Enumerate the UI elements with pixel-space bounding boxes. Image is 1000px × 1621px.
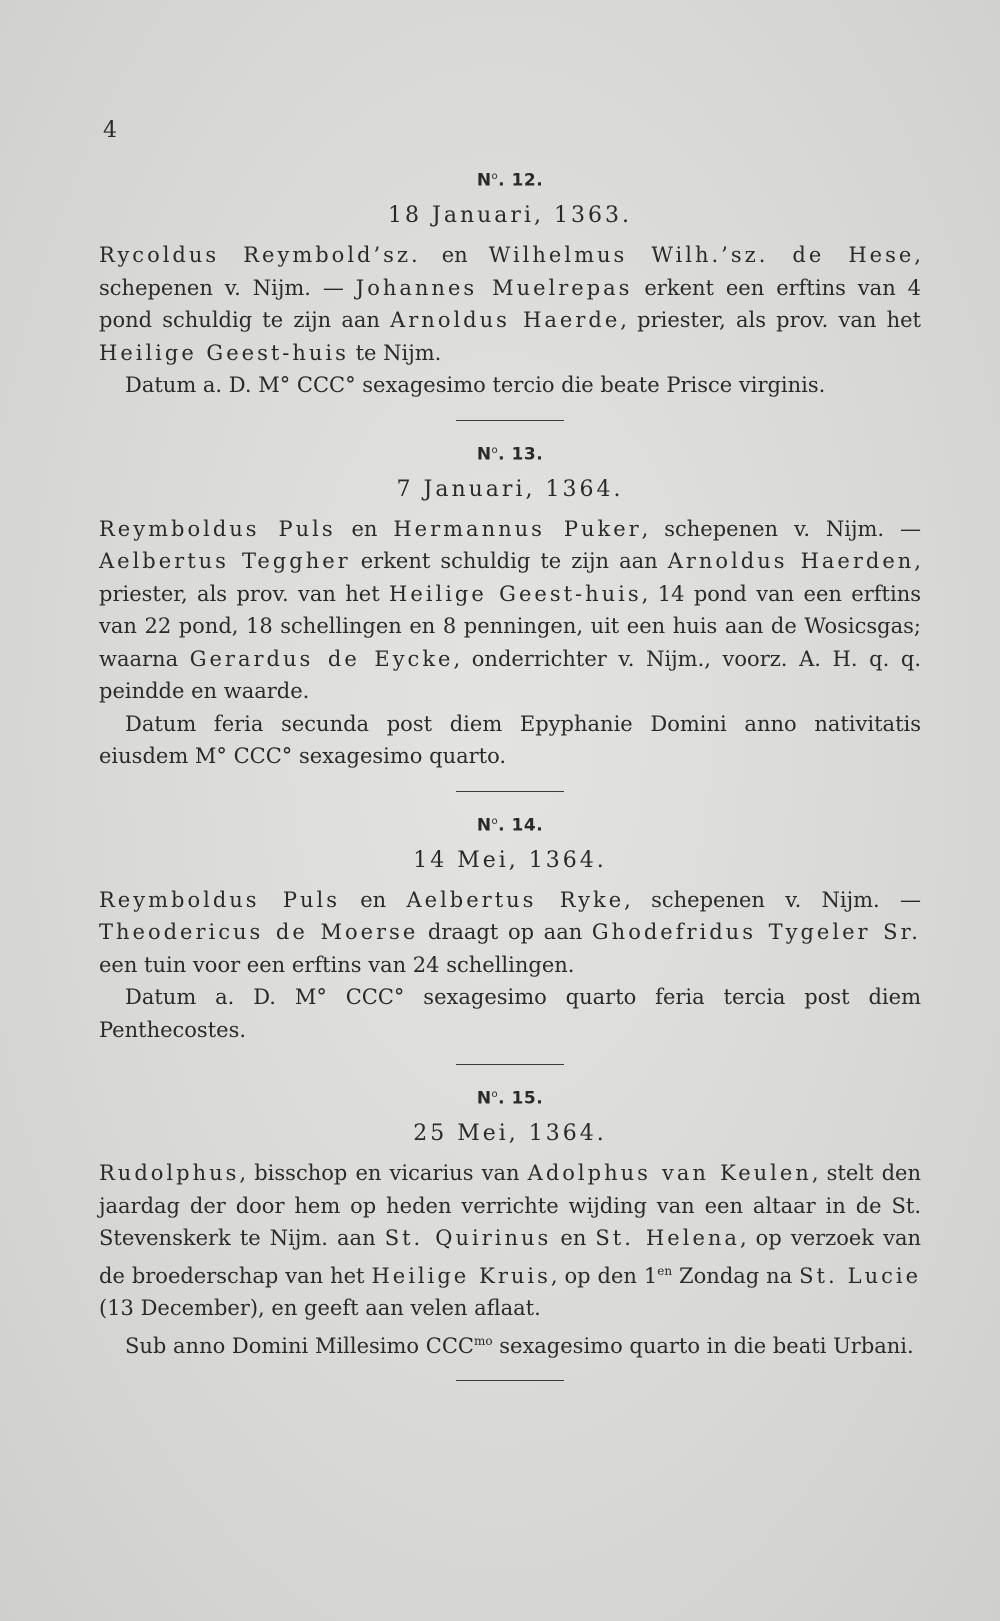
divider: [456, 1064, 564, 1065]
entry-number: $N^o$. 12.: [476, 170, 544, 191]
entry-text: Rycoldus Reymbold’sz. en Wilhelmus Wilh.’sz. de Hese, schepenen v. Nijm. — Johannes Muelrepas erkent een erftins van 4 pond schuldig te zijn aan Arnoldus Haerde, priester, als prov. van het Heilige Geest-huis te Nijm.: [99, 243, 922, 365]
divider: [456, 420, 564, 421]
entry-text: Reymboldus Puls en Hermannus Puker, schepenen v. Nijm. — Aelbertus Teggher erkent schuldig te zijn aan Arnoldus Haerden, priester, als prov. van het Heilige Geest-huis, 14 pond van een erftins van 22 pond, 18 schellingen en 8 penningen, uit een huis aan de Wosicsgas; waarna Gerardus de Eycke, onderrichter v. Nijm., voorz. A. H. q. q. peindde en waarde.: [99, 516, 922, 703]
entry-date: 14 Mei, 1364.: [413, 847, 607, 873]
entry-text: Rudolphus, bisschop en vicarius van Adolphus van Keulen, stelt den jaardag der door hem op heden verrichte wijding van een altaar in de St. Stevenskerk te Nijm. aan St. Quirinus en St. Helena, op verzoek van de broederschap van het Heilige Kruis, op den $1^{en}$ Zondag na St. Lucie (13 December), en geeft aan velen aflaat.: [99, 1161, 922, 1320]
entry-15: [99, 1083, 921, 1362]
entry-datum: Datum feria secunda post diem Epyphanie Domini anno nativitatis eiusdem M° CCC° sexagesimo quarto.: [99, 711, 921, 768]
page-number: 4: [103, 118, 117, 143]
entry-text: Reymboldus Puls en Aelbertus Ryke, schepenen v. Nijm. — Theodericus de Moerse draagt op aan Ghodefridus Tygeler Sr. een tuin voor een erftins van 24 schellingen.: [99, 887, 921, 977]
entry-12: [99, 165, 921, 402]
divider: [456, 1380, 564, 1381]
page-content: [99, 165, 921, 1399]
entry-datum: Sub anno Domini Millesimo $CCC^{mo}$ sexagesimo quarto in die beati Urbani.: [125, 1333, 914, 1358]
entry-14: [99, 810, 921, 1047]
entry-number: $N^o$. 15.: [476, 1088, 544, 1109]
entry-datum: Datum a. D. M° CCC° sexagesimo quarto feria tercia post diem Penthecostes.: [99, 985, 921, 1042]
divider: [456, 791, 564, 792]
entry-number: $N^o$. 14.: [476, 815, 544, 836]
entry-datum: Datum a. D. M° CCC° sexagesimo tercio die beate Prisce virginis.: [125, 373, 826, 397]
entry-date: 7 Januari, 1364.: [396, 476, 624, 502]
entry-number: $N^o$. 13.: [476, 444, 544, 465]
entry-date: 18 Januari, 1363.: [388, 203, 632, 228]
entry-13: [99, 439, 921, 773]
entry-date: 25 Mei, 1364.: [413, 1121, 607, 1146]
